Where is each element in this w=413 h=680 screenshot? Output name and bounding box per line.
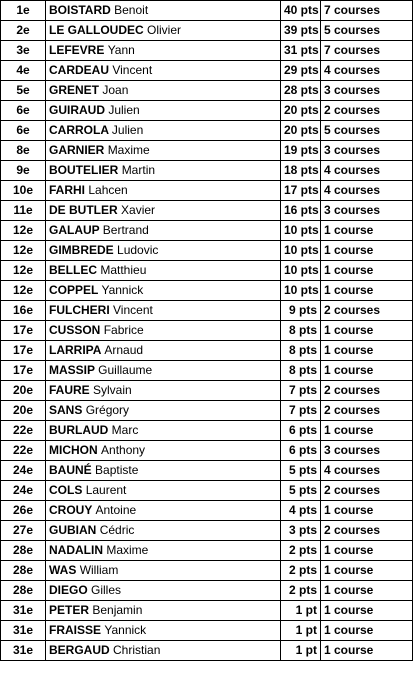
races-cell: 1 course xyxy=(321,641,413,661)
runner-firstname: Vincent xyxy=(112,63,153,77)
runner-surname: GIMBREDE xyxy=(49,243,114,257)
runner-firstname: Julien xyxy=(111,123,144,137)
points-cell: 28 pts xyxy=(281,81,321,101)
races-cell: 4 courses xyxy=(321,181,413,201)
runner-surname: BAUNÉ xyxy=(49,463,92,477)
table-row xyxy=(1,321,413,341)
table-row xyxy=(1,561,413,581)
rank-cell: 10e xyxy=(1,181,46,201)
table-row xyxy=(1,541,413,561)
races-cell: 2 courses xyxy=(321,521,413,541)
races-cell: 2 courses xyxy=(321,381,413,401)
rank-cell: 11e xyxy=(1,201,46,221)
races-cell: 7 courses xyxy=(321,1,413,21)
points-cell: 1 pt xyxy=(281,601,321,621)
points-cell: 8 pts xyxy=(281,361,321,381)
table-row xyxy=(1,141,413,161)
points-cell: 1 pt xyxy=(281,641,321,661)
points-cell: 17 pts xyxy=(281,181,321,201)
rank-cell: 26e xyxy=(1,501,46,521)
runner-firstname: Christian xyxy=(113,643,161,657)
rank-cell: 17e xyxy=(1,321,46,341)
races-cell: 3 courses xyxy=(321,201,413,221)
races-cell: 1 course xyxy=(321,341,413,361)
table-row xyxy=(1,241,413,261)
runner-surname: CUSSON xyxy=(49,323,101,337)
runner-firstname: Gilles xyxy=(91,583,122,597)
runner-name-cell xyxy=(46,521,281,541)
rank-cell: 28e xyxy=(1,561,46,581)
races-cell: 2 courses xyxy=(321,101,413,121)
runner-surname: MASSIP xyxy=(49,363,95,377)
races-cell: 1 course xyxy=(321,281,413,301)
points-cell: 4 pts xyxy=(281,501,321,521)
runner-firstname: Grégory xyxy=(85,403,130,417)
races-cell: 1 course xyxy=(321,421,413,441)
runner-surname: DE BUTLER xyxy=(49,203,118,217)
rank-cell: 2e xyxy=(1,21,46,41)
runner-firstname: Joan xyxy=(102,83,129,97)
ranking-table-body xyxy=(1,1,413,661)
table-row xyxy=(1,1,413,21)
races-cell: 7 courses xyxy=(321,41,413,61)
points-cell: 19 pts xyxy=(281,141,321,161)
races-cell: 1 course xyxy=(321,501,413,521)
points-cell: 3 pts xyxy=(281,521,321,541)
runner-firstname: Cédric xyxy=(99,523,135,537)
rank-cell: 22e xyxy=(1,421,46,441)
races-cell: 2 courses xyxy=(321,481,413,501)
points-cell: 20 pts xyxy=(281,121,321,141)
runner-firstname: Anthony xyxy=(101,443,146,457)
points-cell: 1 pt xyxy=(281,621,321,641)
races-cell: 4 courses xyxy=(321,61,413,81)
runner-name-cell xyxy=(46,361,281,381)
races-cell: 1 course xyxy=(321,261,413,281)
races-cell: 1 course xyxy=(321,361,413,381)
runner-firstname: Yannick xyxy=(101,283,144,297)
runner-name-cell xyxy=(46,241,281,261)
rank-cell: 22e xyxy=(1,441,46,461)
runner-firstname: Julien xyxy=(108,103,140,117)
points-cell: 40 pts xyxy=(281,1,321,21)
rank-cell: 31e xyxy=(1,621,46,641)
runner-surname: CARROLA xyxy=(49,123,109,137)
runner-surname: GALAUP xyxy=(49,223,100,237)
runner-name-cell xyxy=(46,461,281,481)
table-row xyxy=(1,601,413,621)
runner-name-cell xyxy=(46,181,281,201)
points-cell: 29 pts xyxy=(281,61,321,81)
rank-cell: 6e xyxy=(1,121,46,141)
points-cell: 10 pts xyxy=(281,261,321,281)
runner-name-cell xyxy=(46,601,281,621)
points-cell: 5 pts xyxy=(281,461,321,481)
table-row xyxy=(1,201,413,221)
points-cell: 7 pts xyxy=(281,401,321,421)
table-row xyxy=(1,121,413,141)
points-cell: 8 pts xyxy=(281,321,321,341)
runner-firstname: Xavier xyxy=(121,203,156,217)
rank-cell: 28e xyxy=(1,581,46,601)
rank-cell: 3e xyxy=(1,41,46,61)
runner-firstname: Maxime xyxy=(106,543,149,557)
table-row xyxy=(1,101,413,121)
runner-firstname: Benoit xyxy=(114,3,149,17)
points-cell: 5 pts xyxy=(281,481,321,501)
races-cell: 1 course xyxy=(321,241,413,261)
table-row xyxy=(1,421,413,441)
runner-name-cell xyxy=(46,381,281,401)
runner-firstname: Vincent xyxy=(113,303,153,317)
table-row xyxy=(1,581,413,601)
runner-surname: COLS xyxy=(49,483,83,497)
runner-firstname: Fabrice xyxy=(103,323,144,337)
races-cell: 1 course xyxy=(321,541,413,561)
runner-surname: GUBIAN xyxy=(49,523,97,537)
runner-firstname: Antoine xyxy=(95,503,137,517)
rank-cell: 31e xyxy=(1,641,46,661)
runner-firstname: Lahcen xyxy=(88,183,128,197)
runner-name-cell xyxy=(46,621,281,641)
races-cell: 1 course xyxy=(321,561,413,581)
runner-name-cell xyxy=(46,481,281,501)
runner-name-cell xyxy=(46,61,281,81)
races-cell: 3 courses xyxy=(321,441,413,461)
points-cell: 20 pts xyxy=(281,101,321,121)
runner-firstname: Laurent xyxy=(85,483,127,497)
runner-surname: FRAISSE xyxy=(49,623,102,637)
table-row xyxy=(1,621,413,641)
races-cell: 5 courses xyxy=(321,121,413,141)
table-row xyxy=(1,281,413,301)
rank-cell: 12e xyxy=(1,281,46,301)
table-row xyxy=(1,641,413,661)
runner-surname: BERGAUD xyxy=(49,643,110,657)
runner-surname: BELLEC xyxy=(49,263,97,277)
points-cell: 16 pts xyxy=(281,201,321,221)
table-row xyxy=(1,61,413,81)
points-cell: 31 pts xyxy=(281,41,321,61)
runner-name-cell xyxy=(46,261,281,281)
runner-surname: MICHON xyxy=(49,443,98,457)
runner-name-cell xyxy=(46,201,281,221)
runner-surname: WAS xyxy=(49,563,77,577)
rank-cell: 5e xyxy=(1,81,46,101)
rank-cell: 17e xyxy=(1,341,46,361)
table-row xyxy=(1,461,413,481)
races-cell: 1 course xyxy=(321,621,413,641)
points-cell: 10 pts xyxy=(281,241,321,261)
rank-cell: 9e xyxy=(1,161,46,181)
runner-name-cell xyxy=(46,121,281,141)
races-cell: 3 courses xyxy=(321,81,413,101)
table-row xyxy=(1,441,413,461)
runner-name-cell xyxy=(46,41,281,61)
rank-cell: 31e xyxy=(1,601,46,621)
rank-cell: 1e xyxy=(1,1,46,21)
runner-surname: FULCHERI xyxy=(49,303,110,317)
table-row xyxy=(1,501,413,521)
races-cell: 1 course xyxy=(321,581,413,601)
runner-surname: PETER xyxy=(49,603,90,617)
runner-name-cell xyxy=(46,421,281,441)
runner-surname: GRENET xyxy=(49,83,100,97)
races-cell: 2 courses xyxy=(321,301,413,321)
races-cell: 3 courses xyxy=(321,141,413,161)
runner-name-cell xyxy=(46,1,281,21)
runner-firstname: William xyxy=(79,563,119,577)
runner-name-cell xyxy=(46,341,281,361)
rank-cell: 24e xyxy=(1,461,46,481)
runner-name-cell xyxy=(46,81,281,101)
runner-firstname: Yann xyxy=(107,43,135,57)
points-cell: 18 pts xyxy=(281,161,321,181)
table-row xyxy=(1,381,413,401)
table-row xyxy=(1,181,413,201)
table-row xyxy=(1,521,413,541)
runner-surname: DIEGO xyxy=(49,583,88,597)
races-cell: 1 course xyxy=(321,321,413,341)
runner-surname: FARHI xyxy=(49,183,85,197)
table-row xyxy=(1,261,413,281)
runner-name-cell xyxy=(46,561,281,581)
table-row xyxy=(1,41,413,61)
runner-name-cell xyxy=(46,21,281,41)
runner-name-cell xyxy=(46,301,281,321)
table-row xyxy=(1,221,413,241)
table-row xyxy=(1,21,413,41)
rank-cell: 27e xyxy=(1,521,46,541)
runner-firstname: Bertrand xyxy=(102,223,149,237)
runner-firstname: Arnaud xyxy=(104,343,144,357)
runner-surname: COPPEL xyxy=(49,283,99,297)
races-cell: 4 courses xyxy=(321,461,413,481)
runner-name-cell xyxy=(46,101,281,121)
runner-surname: NADALIN xyxy=(49,543,103,557)
rank-cell: 12e xyxy=(1,241,46,261)
table-row xyxy=(1,301,413,321)
runner-name-cell xyxy=(46,141,281,161)
races-cell: 1 course xyxy=(321,221,413,241)
rank-cell: 12e xyxy=(1,261,46,281)
points-cell: 9 pts xyxy=(281,301,321,321)
rank-cell: 20e xyxy=(1,401,46,421)
runner-firstname: Martin xyxy=(121,163,156,177)
runner-name-cell xyxy=(46,441,281,461)
runner-surname: CROUY xyxy=(49,503,93,517)
runner-name-cell xyxy=(46,221,281,241)
races-cell: 4 courses xyxy=(321,161,413,181)
runner-name-cell xyxy=(46,401,281,421)
runner-firstname: Maxime xyxy=(107,143,150,157)
runner-surname: BOUTELIER xyxy=(49,163,119,177)
runner-name-cell xyxy=(46,641,281,661)
races-cell: 1 course xyxy=(321,601,413,621)
runner-surname: SANS xyxy=(49,403,83,417)
rank-cell: 8e xyxy=(1,141,46,161)
table-row xyxy=(1,81,413,101)
runner-surname: CARDEAU xyxy=(49,63,109,77)
races-cell: 5 courses xyxy=(321,21,413,41)
rank-cell: 12e xyxy=(1,221,46,241)
points-cell: 10 pts xyxy=(281,281,321,301)
table-row xyxy=(1,161,413,181)
runner-surname: FAURE xyxy=(49,383,90,397)
runner-name-cell xyxy=(46,581,281,601)
table-row xyxy=(1,481,413,501)
points-cell: 6 pts xyxy=(281,441,321,461)
rank-cell: 28e xyxy=(1,541,46,561)
rank-cell: 17e xyxy=(1,361,46,381)
points-cell: 7 pts xyxy=(281,381,321,401)
table-row xyxy=(1,341,413,361)
runner-firstname: Yannick xyxy=(104,623,147,637)
runner-firstname: Baptiste xyxy=(95,463,139,477)
races-cell: 2 courses xyxy=(321,401,413,421)
runner-surname: BURLAUD xyxy=(49,423,109,437)
points-cell: 8 pts xyxy=(281,341,321,361)
points-cell: 10 pts xyxy=(281,221,321,241)
rank-cell: 16e xyxy=(1,301,46,321)
points-cell: 2 pts xyxy=(281,561,321,581)
points-cell: 39 pts xyxy=(281,21,321,41)
runner-firstname: Olivier xyxy=(147,23,182,37)
runner-firstname: Matthieu xyxy=(100,263,147,277)
table-row xyxy=(1,401,413,421)
runner-surname: GARNIER xyxy=(49,143,105,157)
runner-name-cell xyxy=(46,541,281,561)
runner-firstname: Sylvain xyxy=(93,383,132,397)
rank-cell: 24e xyxy=(1,481,46,501)
runner-name-cell xyxy=(46,161,281,181)
rank-cell: 20e xyxy=(1,381,46,401)
runner-surname: BOISTARD xyxy=(49,3,111,17)
runner-surname: LE GALLOUDEC xyxy=(49,23,144,37)
runner-firstname: Benjamin xyxy=(92,603,143,617)
rank-cell: 4e xyxy=(1,61,46,81)
points-cell: 2 pts xyxy=(281,581,321,601)
table-row xyxy=(1,361,413,381)
runner-name-cell xyxy=(46,501,281,521)
runner-surname: GUIRAUD xyxy=(49,103,105,117)
runner-firstname: Ludovic xyxy=(117,243,159,257)
runner-surname: LARRIPA xyxy=(49,343,101,357)
runner-surname: LEFEVRE xyxy=(49,43,105,57)
runner-firstname: Guillaume xyxy=(98,363,153,377)
points-cell: 2 pts xyxy=(281,541,321,561)
runner-firstname: Marc xyxy=(111,423,139,437)
points-cell: 6 pts xyxy=(281,421,321,441)
runner-name-cell xyxy=(46,321,281,341)
rank-cell: 6e xyxy=(1,101,46,121)
runner-name-cell xyxy=(46,281,281,301)
